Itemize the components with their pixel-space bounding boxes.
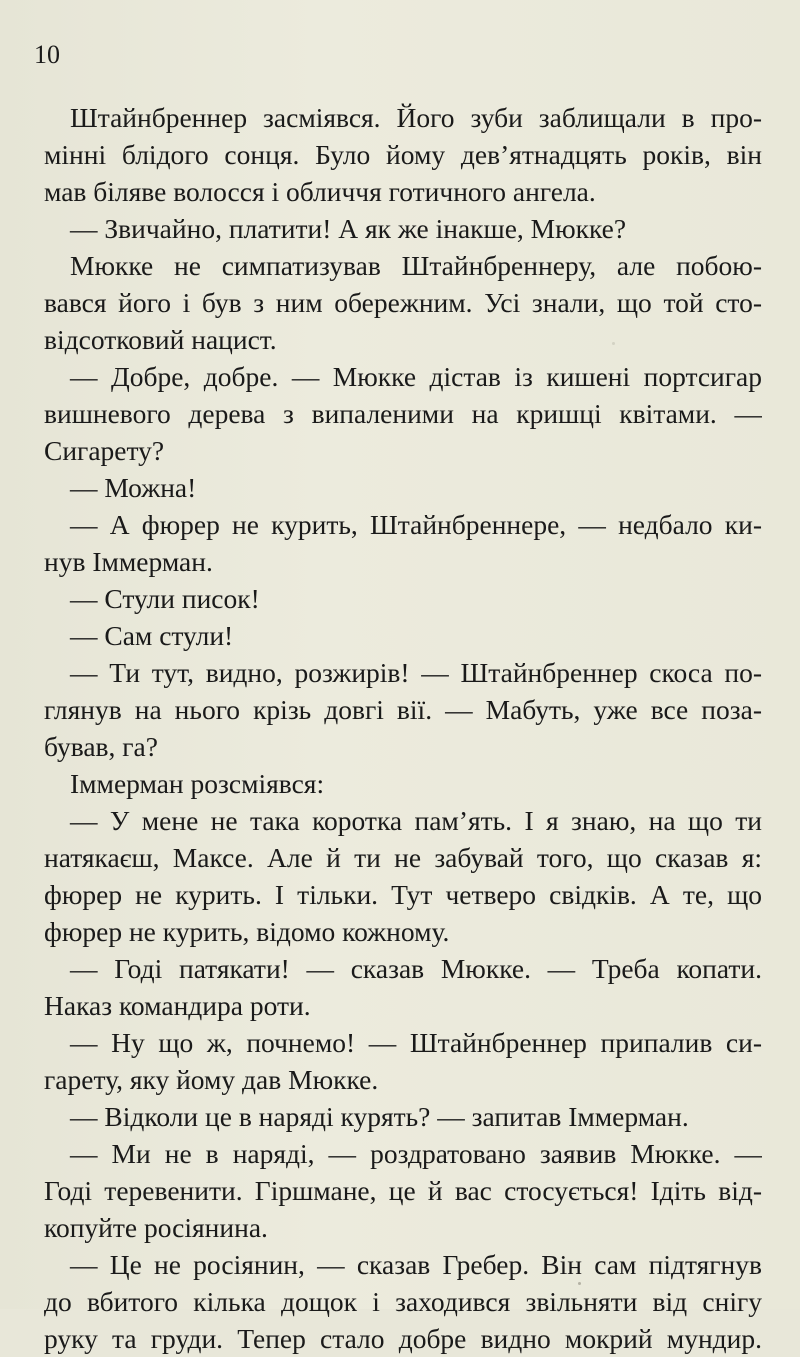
page-number: 10 [34, 40, 60, 69]
text-line: — Добре, добре. — Мюкке дістав із кишені портсигар [70, 361, 762, 392]
text-line: Годі теревенити. Гіршмане, це й вас стосується! Ідіть від- [44, 1175, 762, 1206]
text-line: Наказ командира роти. [44, 990, 311, 1021]
text-line: натякаєш, Максе. Але й ти не забувай того, що сказав я: [44, 842, 762, 873]
text-line: — Це не росіянин, — сказав Гребер. Він сам підтягнув [70, 1249, 762, 1280]
text-line: Мюкке не симпатизував Штайнбреннеру, але побою- [70, 250, 762, 281]
text-line: Іммерман розсміявся: [70, 768, 325, 799]
text-line: — Сам стули! [70, 620, 234, 651]
text-line: — Ми не в наряді, — роздратовано заявив Мюкке. — [70, 1138, 762, 1169]
text-line: фюрер не курить. І тільки. Тут четверо свідків. А те, що [44, 879, 762, 910]
text-line: відсотковий нацист. [44, 324, 277, 355]
text-line: фюрер не курить, відомо кожному. [44, 916, 450, 947]
text-line: копуйте росіянина. [44, 1212, 268, 1243]
text-line: мінні блідого сонця. Було йому дев’ятнадцять років, він [44, 139, 762, 170]
body-text [44, 99, 762, 1357]
scan-speck [578, 1282, 581, 1285]
text-line: вався його і був з ним обережним. Усі знали, що той сто- [44, 287, 762, 318]
text-line: — Стули писок! [70, 583, 260, 614]
text-line: до вбитого кілька дощок і заходився звільняти від снігу [44, 1286, 762, 1317]
text-line: — У мене не така коротка пам’ять. І я знаю, на що ти [70, 805, 762, 836]
text-line: — Можна! [70, 472, 197, 503]
text-line: — Ти тут, видно, розжирів! — Штайнбреннер скоса по- [70, 657, 762, 688]
text-line: Штайнбреннер засміявся. Його зуби заблищали в про- [70, 102, 762, 133]
text-line: глянув на нього крізь довгі вії. — Мабуть, уже все поза- [44, 694, 762, 725]
text-line: мав біляве волосся і обличчя готичного ангела. [44, 176, 596, 207]
text-line: вишневого дерева з випаленими на кришці квітами. — [44, 398, 762, 429]
text-line: — Звичайно, платити! А як же інакше, Мюкке? [70, 213, 627, 244]
text-line: нув Іммерман. [44, 546, 213, 577]
text-line: — А фюрер не курить, Штайнбреннере, — недбало ки- [70, 509, 762, 540]
text-line: Сигарету? [44, 435, 165, 466]
text-line: — Годі патякати! — сказав Мюкке. — Треба копати. [70, 953, 762, 984]
text-line: гарету, яку йому дав Мюкке. [44, 1064, 379, 1095]
text-line: — Відколи це в наряді курять? — запитав Іммерман. [70, 1101, 689, 1132]
text-line: — Ну що ж, почнемо! — Штайнбреннер припалив си- [70, 1027, 762, 1058]
text-line: руку та груди. Тепер стало добре видно мокрий мундир. [44, 1323, 762, 1354]
text-line: бував, га? [44, 731, 158, 762]
scan-speck [612, 342, 615, 345]
